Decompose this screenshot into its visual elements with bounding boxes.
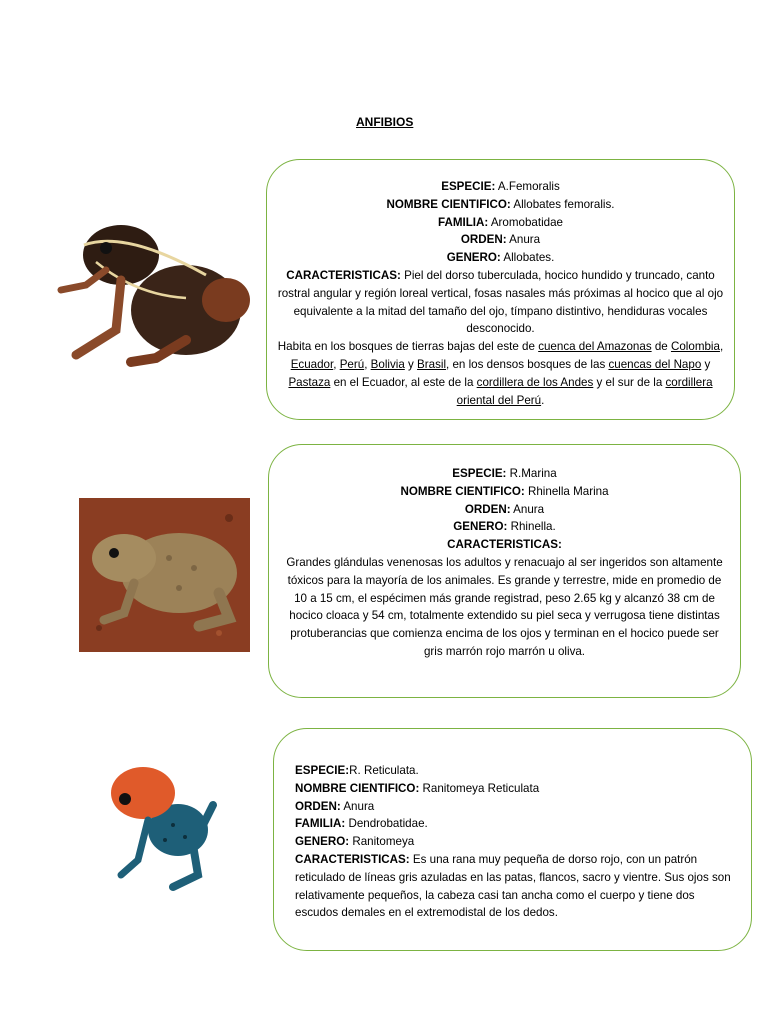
rhinella-marina-image xyxy=(79,498,250,652)
link-brasil[interactable]: Brasil xyxy=(417,357,447,371)
link-colombia[interactable]: Colombia xyxy=(670,340,720,354)
nombre-line: NOMBRE CIENTIFICO: Ranitomeya Reticulata xyxy=(295,781,540,795)
genero-line: GENERO: Allobates. xyxy=(446,251,555,265)
link-peru[interactable]: Perú xyxy=(339,357,365,371)
nombre-line: NOMBRE CIENTIFICO: Allobates femoralis. xyxy=(386,197,615,211)
nombre-line: NOMBRE CIENTIFICO: Rhinella Marina xyxy=(400,484,609,498)
orden-line: ORDEN: Anura xyxy=(460,233,541,247)
familia-line: FAMILIA: Aromobatidae xyxy=(438,215,563,229)
species-card-reticulata xyxy=(273,728,752,951)
genero-line: GENERO: Ranitomeya xyxy=(295,835,415,849)
caracteristicas-heading: CARACTERISTICAS: xyxy=(447,538,562,552)
ranitomeya-reticulata-image xyxy=(103,765,223,900)
allobates-femoralis-image xyxy=(36,200,261,370)
orden-line: ORDEN: Anura xyxy=(295,799,375,813)
species-card-marina xyxy=(268,444,741,698)
link-pastaza[interactable]: Pastaza xyxy=(288,375,331,389)
habitat-paragraph: Habita en los bosques de tierras bajas del este de cuenca del Amazonas de Colombia, Ecuador, Perú, Bolivia y Brasil, en los densos bosques de las cuencas del Napo y Pastaza en el Ecuador, al este de la cordillera de los Andes y el sur de la cordillera oriental del Perú. xyxy=(277,340,724,407)
link-cuencas-napo[interactable]: cuencas del Napo xyxy=(608,357,702,371)
especie-line: ESPECIE:R. Reticulata. xyxy=(295,764,419,777)
page-title: ANFIBIOS xyxy=(356,115,414,129)
especie-line: ESPECIE: R.Marina xyxy=(452,467,557,480)
especie-line: ESPECIE: A.Femoralis xyxy=(441,180,560,193)
caracteristicas-text: Grandes glándulas venenosas los adultos y renacuajo al ser ingeridos son altamente tóxicos para la mayoría de los animales. Es grande y terrestre, mide en promedio de 10 a 15 cm, el espécimen más grande registrad, peso 2.65 kg y alcanzó 38 cm de hocico cloaca y 54 cm, totalmente extendido su piel seca y verrugosa tiene distintas protuberancias que comienza encima de los ojos y terminan en el hocico puede ser gris marrón rojo marrón u oliva. xyxy=(286,555,723,658)
genero-line: GENERO: Rhinella. xyxy=(453,520,556,534)
link-cordillera-andes[interactable]: cordillera de los Andes xyxy=(476,375,594,389)
caracteristicas-line: CARACTERISTICAS: Es una rana muy pequeña de dorso rojo, con un patrón reticulado de líneas gris azuladas en las patas, flancos, sacro y vientre. Sus ojos son relativamente pequeños, la cabeza casi tan ancha como el cuerpo y tiene dos escudos demales en el extremodistal de los dedos. xyxy=(295,852,731,920)
link-cuenca-amazonas[interactable]: cuenca del Amazonas xyxy=(538,340,652,354)
caracteristicas-line: CARACTERISTICAS: Piel del dorso tuberculada, hocico hundido y truncado, canto rostral angular y región loreal vertical, fosas nasales más próximas al hocico que al ojo equivalente a la mitad del tamaño del ojo, tímpano distintivo, hendiduras vocales desconocido. xyxy=(277,268,724,336)
orden-line: ORDEN: Anura xyxy=(464,502,545,516)
link-ecuador[interactable]: Ecuador xyxy=(290,357,334,371)
species-card-femoralis xyxy=(266,159,735,420)
familia-line: FAMILIA: Dendrobatidae. xyxy=(295,817,428,831)
link-bolivia[interactable]: Bolivia xyxy=(370,357,405,371)
link-cordillera-oriental-peru[interactable]: cordillera oriental del Perú xyxy=(456,375,713,407)
